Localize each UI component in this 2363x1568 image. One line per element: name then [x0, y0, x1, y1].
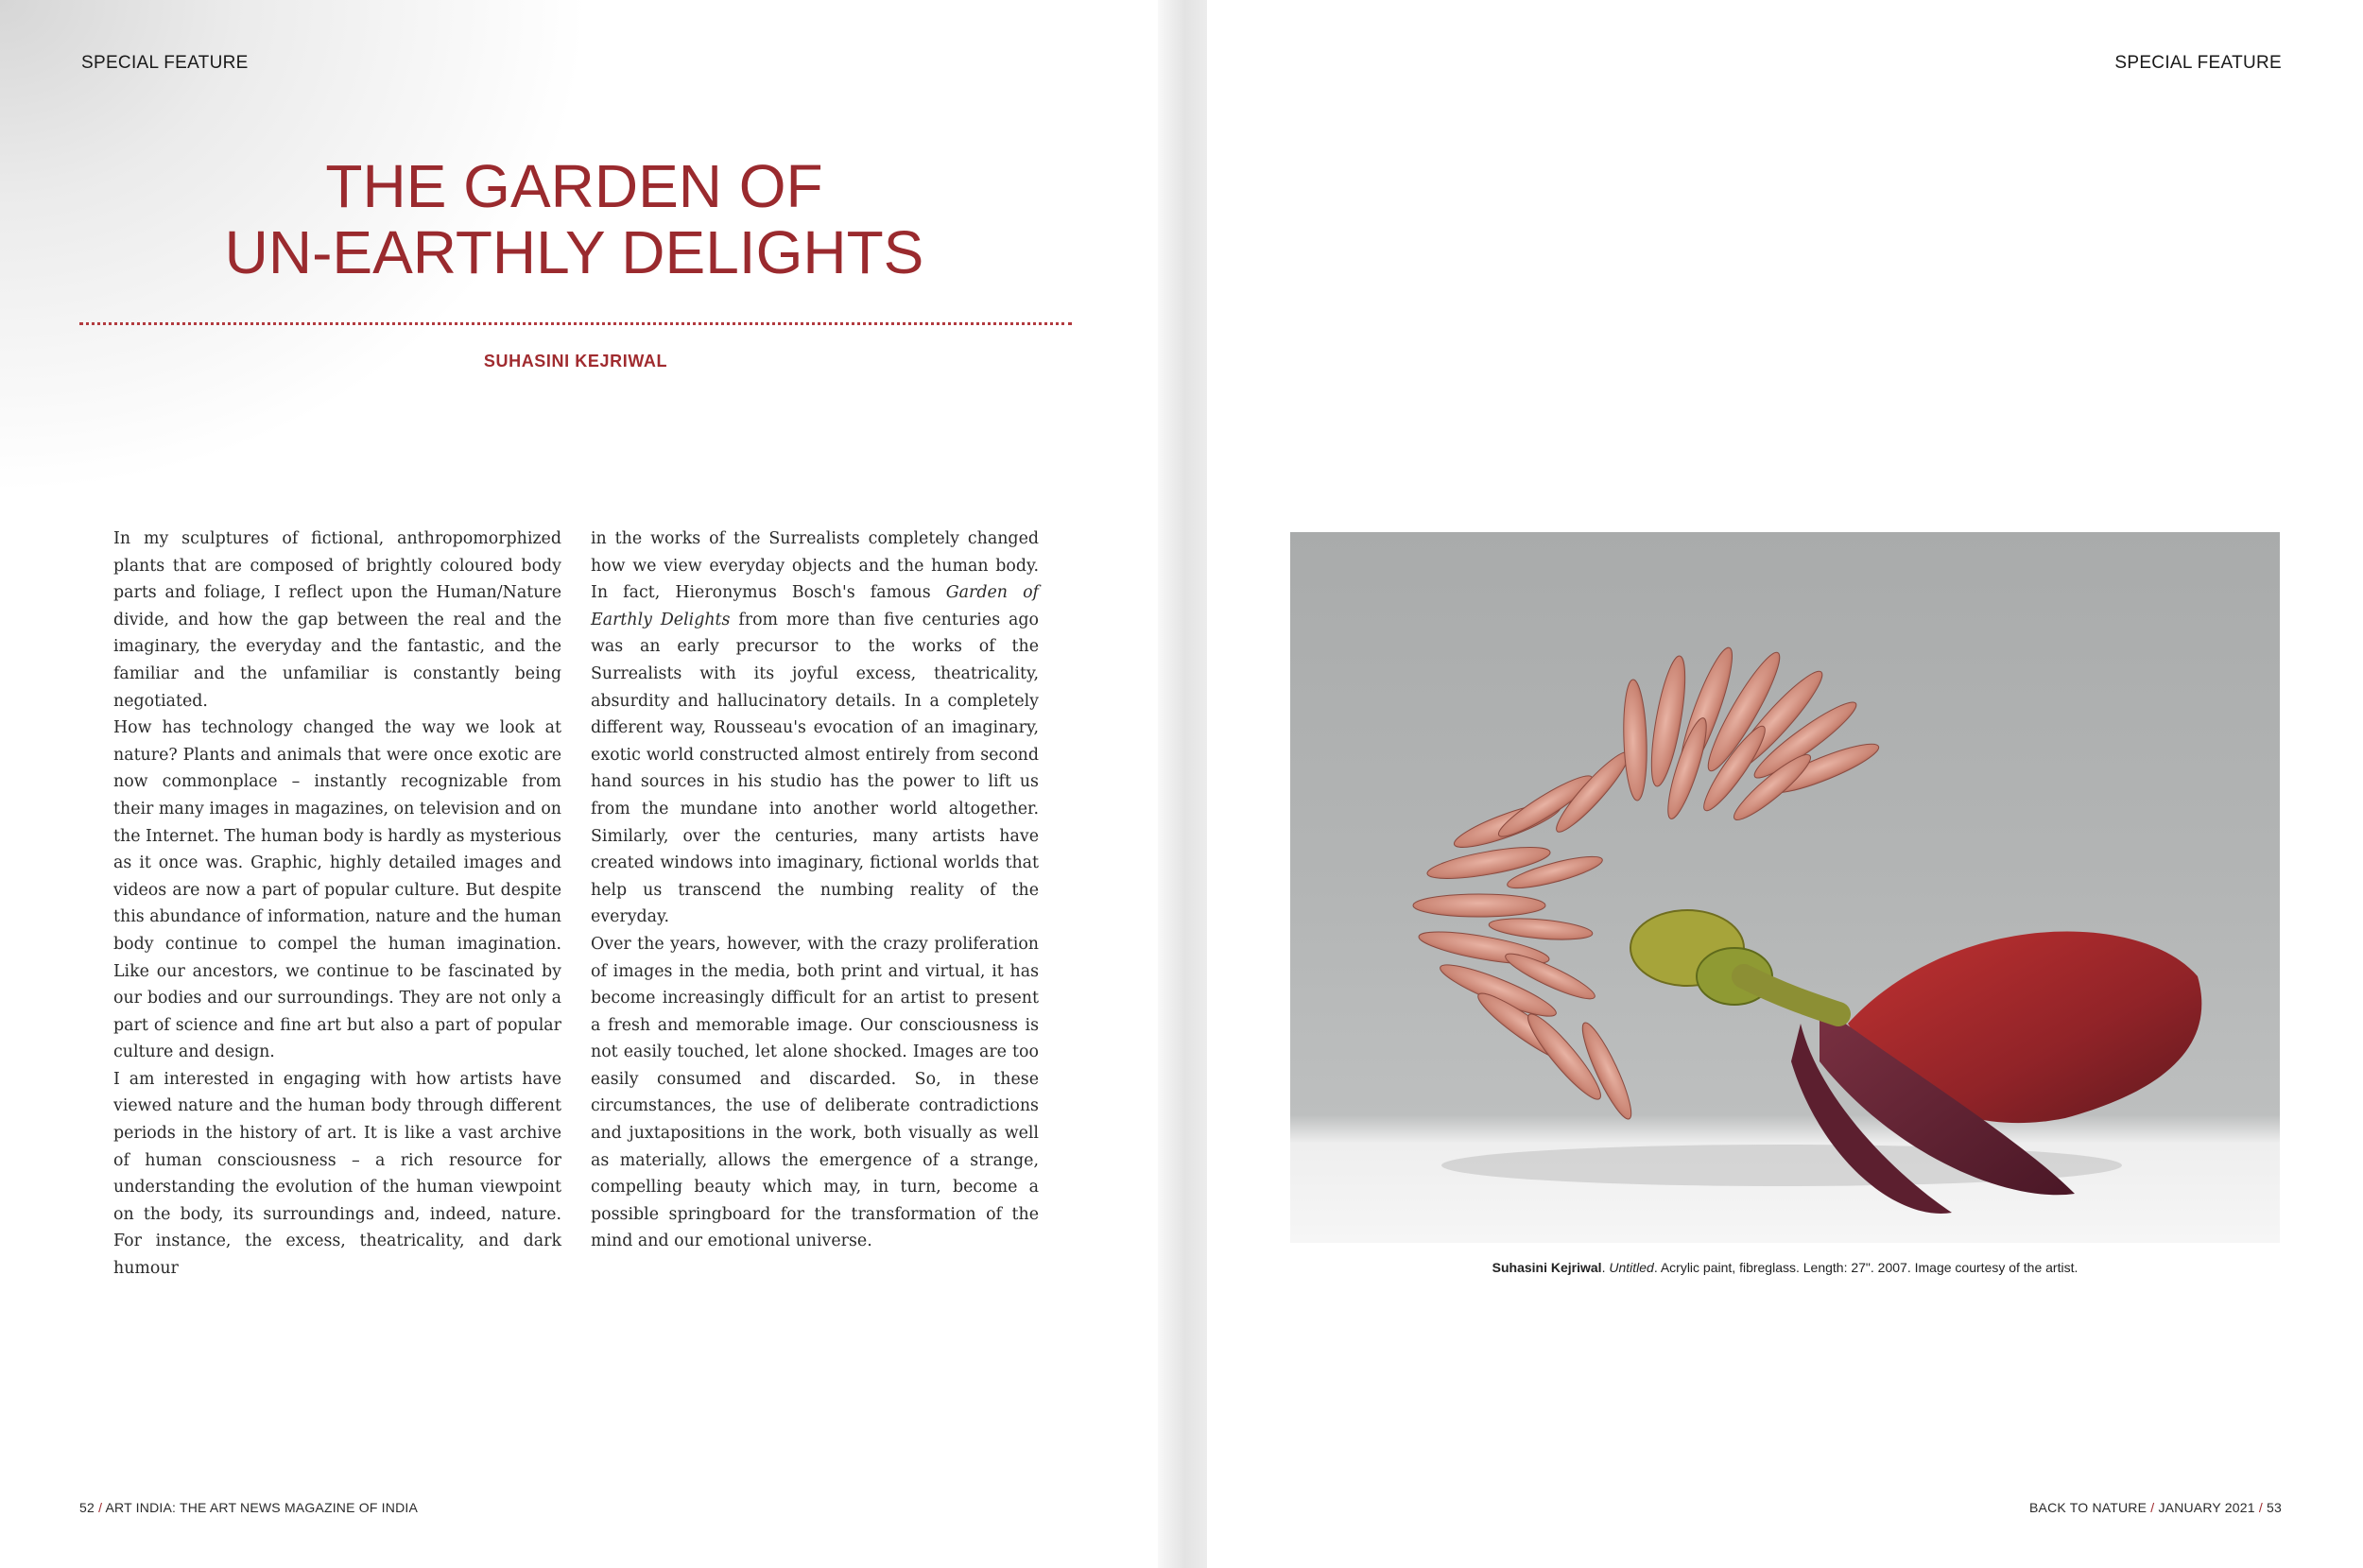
sculpture-photo: [1290, 532, 2280, 1243]
title-line-2: UN-EARTHLY DELIGHTS: [224, 218, 924, 287]
author-byline: SUHASINI KEJRIWAL: [483, 352, 668, 370]
artwork-title-italic: Garden of Earthly Delights: [591, 583, 1039, 629]
dotted-rule: [79, 322, 1072, 325]
folio-right: [2029, 1500, 2282, 1515]
magazine-name: ART INDIA: THE ART NEWS MAGAZINE OF INDIA: [105, 1500, 419, 1515]
left-page: [0, 0, 1158, 1568]
paragraph: I am interested in engaging with how artists have viewed nature and the human body through different periods in the history of art. It is like a vast archive of human consciousness – a rich resource for understanding the evolution of the human viewpoint on the body, its surroundings and, indeed, nature. For instance, the excess, theatricality, and dark humour: [113, 1069, 561, 1279]
section-name: BACK TO NATURE: [2029, 1500, 2147, 1515]
paragraph: Over the years, however, with the crazy proliferation of images in the media, both print and virtual, it has become increasingly difficult for an artist to present a fresh and memorable image. Our consciousness is not easily touched, let alone shocked. Images are too easily consumed and discarded. So, in these circumstances, the use of deliberate contradictions and juxtapositions in the work, both visually as well as materially, allows the emergence of a strange, compelling beauty which may, in turn, become a possible springboard for the transformation of the mind and our emotional universe.: [591, 934, 1039, 1251]
paragraph: In my sculptures of fictional, anthropomorphized plants that are composed of brightly coloured body parts and foliage, I reflect upon the Human/Nature divide, and how the gap between the real and the imaginary, the everyday and the fantastic, and the familiar and the unfamiliar is constantly being negotiated.: [113, 529, 561, 711]
running-head-right: SPECIAL FEATURE: [2114, 53, 2282, 73]
caption-title: Untitled: [1609, 1260, 1654, 1275]
photo-caption: Suhasini Kejriwal. Untitled. Acrylic paint, fibreglass. Length: 27". 2007. Image courtesy of the artist.: [1492, 1260, 2078, 1275]
page-number: 52: [79, 1500, 95, 1515]
caption-details: Acrylic paint, fibreglass. Length: 27". 2007. Image courtesy of the artist.: [1657, 1260, 2078, 1275]
paragraph-text: from more than five centuries ago was an early precursor to the works of the Surrealists with its joyful excess, theatricality, absurdity and hallucinatory details. In a completely different way, Rousseau's evocation of an imaginary, exotic world constructed almost entirely from second hand sources in his studio has the power to lift us from the mundane into another world altogether. Similarly, over the centuries, many artists have created windows into imaginary, fictional worlds that help us transcend the numbing reality of the everyday.: [591, 610, 1039, 927]
slash-separator: /: [2258, 1500, 2263, 1515]
text-column-2: [591, 526, 1039, 1255]
paragraph: How has technology changed the way we look at nature? Plants and animals that were once exotic are now commonplace – instantly recognizable from their many images in magazines, on television and on the Internet. The human body is hardly as mysterious as it once was. Graphic, highly detailed images and videos are now a part of popular culture. But despite this abundance of information, nature and the human body continue to compel the human imagination. Like our ancestors, we continue to be fascinated by our bodies and our surroundings. They are not only a part of science and fine art but also a part of popular culture and design.: [113, 718, 561, 1062]
article-title: [113, 153, 1035, 286]
page-number: 53: [2267, 1500, 2282, 1515]
sculpture-illustration: [1290, 532, 2280, 1243]
spine-gutter: [1158, 0, 1207, 1568]
paragraph: [591, 526, 1039, 931]
right-page: [1207, 0, 2363, 1568]
slash-separator: /: [98, 1500, 103, 1515]
slash-separator: /: [2150, 1500, 2155, 1515]
title-line-1: THE GARDEN OF: [325, 152, 823, 220]
folio-left: [79, 1500, 418, 1515]
issue-date: JANUARY 2021: [2158, 1500, 2255, 1515]
paragraph-text: in the works of the Surrealists completely changed how we view everyday objects and the human body. In fact, Hieronymus Bosch's famous: [591, 529, 1039, 603]
text-column-1: [113, 526, 561, 1283]
caption-artist: Suhasini Kejriwal: [1492, 1260, 1602, 1275]
running-head-left: SPECIAL FEATURE: [81, 53, 249, 73]
